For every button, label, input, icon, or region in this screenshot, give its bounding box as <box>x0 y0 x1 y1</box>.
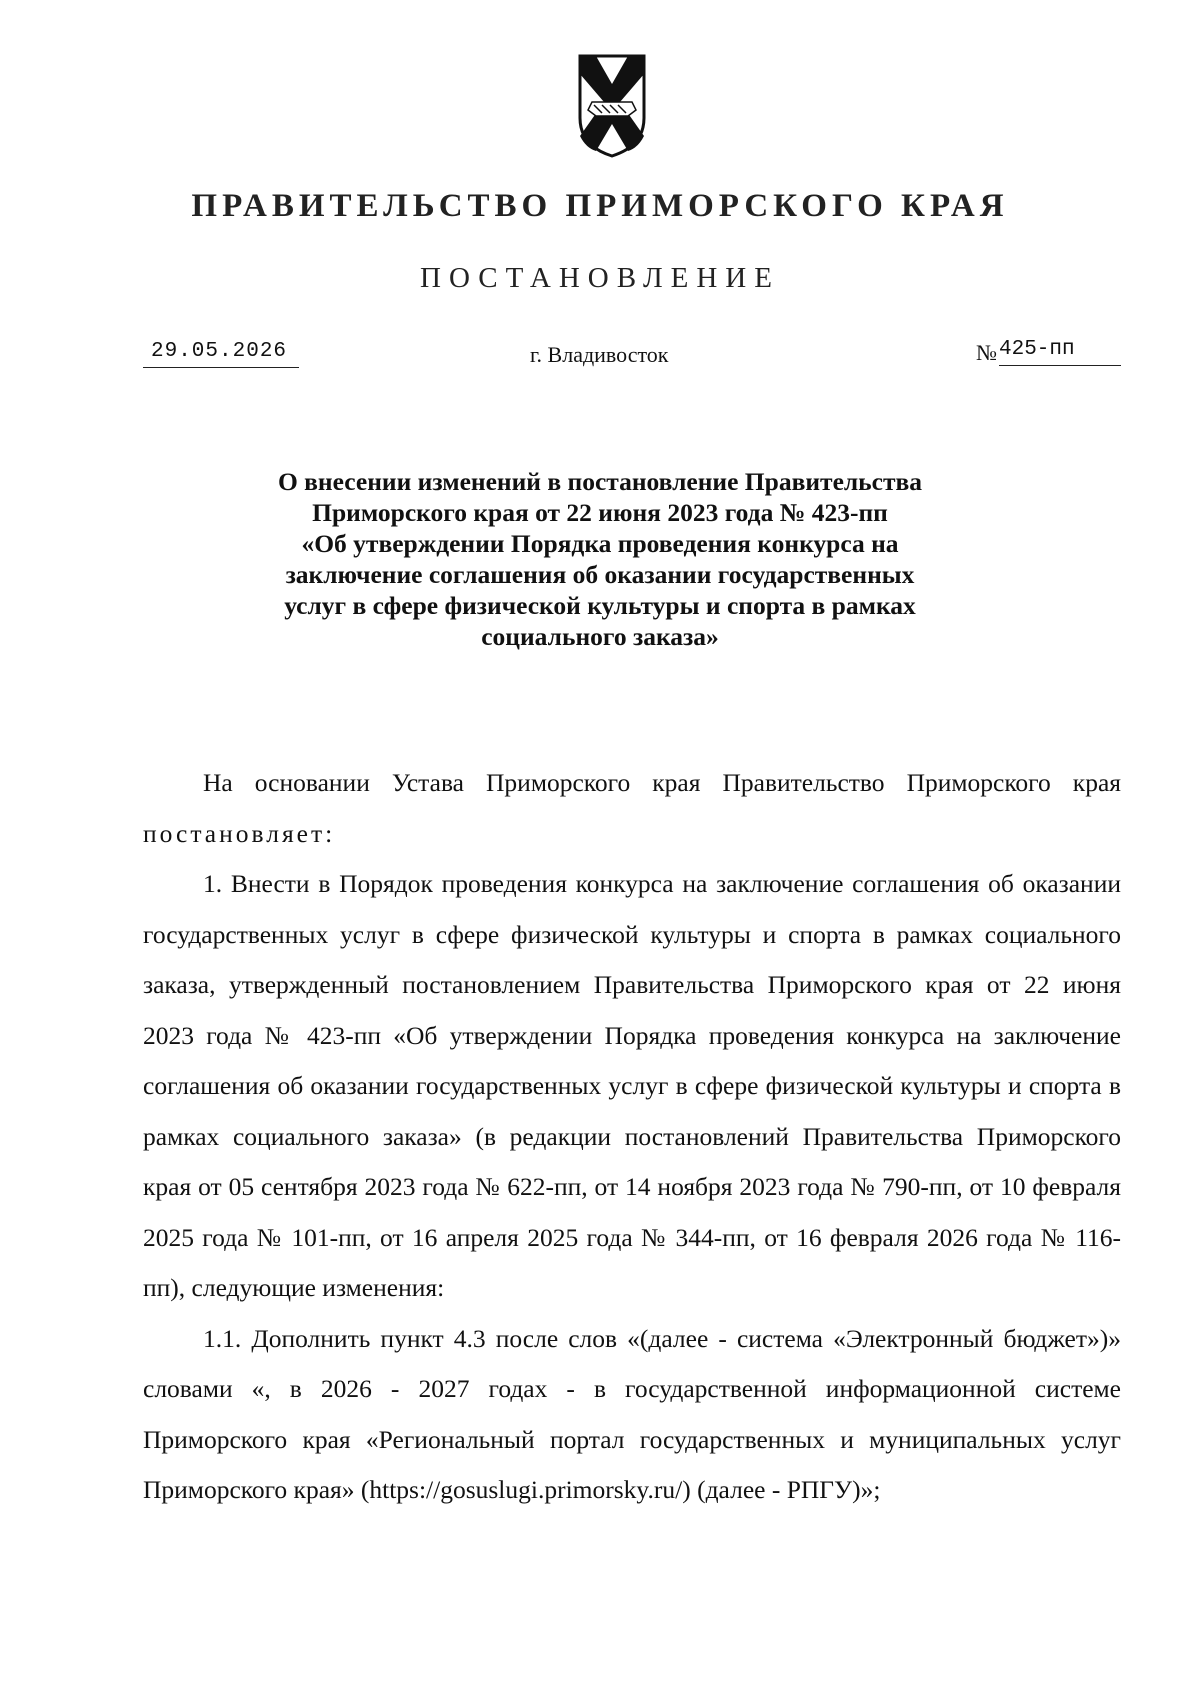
number-value: 425-пп <box>999 338 1121 366</box>
heading-line: заключение соглашения об оказании государственных <box>285 560 915 589</box>
decree-word: постановляет: <box>143 818 336 848</box>
heading-line: услуг в сфере физической культуры и спорта в рамках <box>284 591 916 620</box>
government-title: ПРАВИТЕЛЬСТВО ПРИМОРСКОГО КРАЯ <box>191 188 1009 224</box>
document-heading <box>200 466 1000 652</box>
heading-line: «Об утверждении Порядка проведения конкурса на <box>301 529 899 558</box>
document-date: 29.05.2026 <box>143 340 299 368</box>
item-1-paragraph: 1. Внести в Порядок проведения конкурса на заключение соглашения об оказании государственных услуг в сфере физической культуры и спорта в рамках социального заказа, утвержденный постановлением Правительства Приморского края от 22 июня 2023 года № 423-пп «Об утверждении Порядка проведения конкурса на заключение соглашения об оказании государственных услуг в сфере физической культуры и спорта в рамках социального заказа» (в редакции постановлений Правительства Приморского края от 05 сентября 2023 года № 622-пп, от 14 ноября 2023 года № 790-пп, от 10 февраля 2025 года № 101-пп, от 16 апреля 2025 года № 344-пп, от 16 февраля 2026 года № 116-пп), следующие изменения: <box>143 869 1121 1302</box>
number-sign: № <box>976 340 997 365</box>
preamble-paragraph <box>143 758 1121 859</box>
item-1-1-paragraph: 1.1. Дополнить пункт 4.3 после слов «(далее - система «Электронный бюджет»)» словами «, в 2026 - 2027 годах - в государственной информационной системе Приморского края «Региональный портал государственных и муниципальных услуг Приморского края» (https://gosuslugi.primorsky.ru/) (далее - РПГУ)»; <box>143 1323 1121 1504</box>
preamble-text: На основании Устава Приморского края Правительство Приморского края <box>203 768 1121 797</box>
heading-line: О внесении изменений в постановление Правительства <box>277 467 923 496</box>
coat-of-arms-emblem <box>572 50 652 160</box>
document-type: ПОСТАНОВЛЕНИЕ <box>420 262 780 294</box>
document-body <box>143 758 1121 1516</box>
heading-line: Приморского края от 22 июня 2023 года № 423-пп <box>312 498 888 527</box>
heading-line: социального заказа» <box>481 622 719 651</box>
document-city: г. Владивосток <box>530 342 669 367</box>
document-number <box>976 338 1121 366</box>
